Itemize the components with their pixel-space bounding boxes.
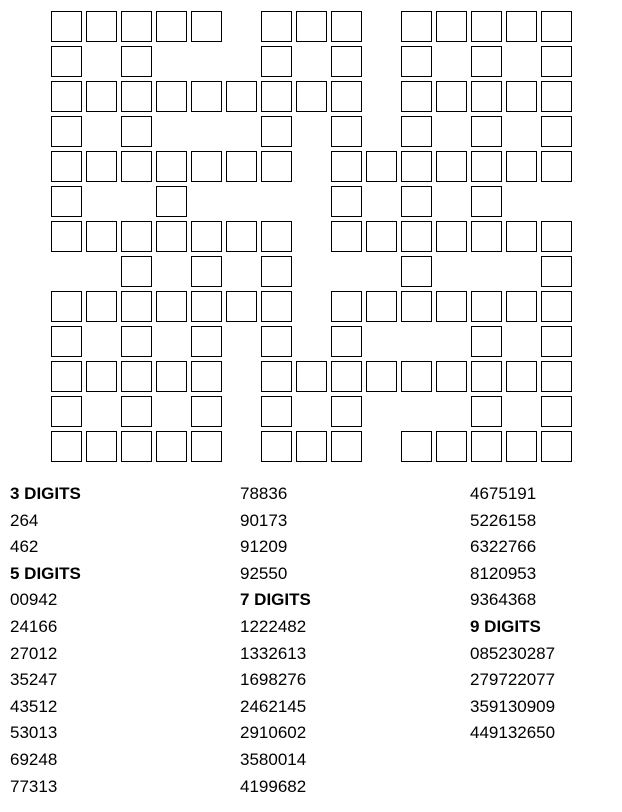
grid-cell[interactable] xyxy=(121,396,152,427)
grid-cell[interactable] xyxy=(86,81,117,112)
grid-cell[interactable] xyxy=(86,361,117,392)
grid-cell[interactable] xyxy=(156,361,187,392)
grid-cell[interactable] xyxy=(436,81,467,112)
grid-cell[interactable] xyxy=(226,151,257,182)
number-entry: 1222482 xyxy=(240,616,307,636)
number-entry: 24166 xyxy=(10,616,58,636)
grid-cell[interactable] xyxy=(86,11,117,42)
number-entry: 4199682 xyxy=(240,776,307,796)
grid-cell[interactable] xyxy=(261,81,292,112)
grid-cell[interactable] xyxy=(436,221,467,252)
number-entry: 359130909 xyxy=(470,696,556,716)
number-entry: 27012 xyxy=(10,643,58,663)
grid-cell[interactable] xyxy=(121,11,152,42)
grid-cell[interactable] xyxy=(506,11,537,42)
grid-cell[interactable] xyxy=(401,151,432,182)
grid-cell[interactable] xyxy=(261,326,292,357)
grid-cell[interactable] xyxy=(471,291,502,322)
grid-cell[interactable] xyxy=(191,11,222,42)
group-header: 5 DIGITS xyxy=(10,563,81,583)
grid-cell[interactable] xyxy=(191,326,222,357)
grid-cell[interactable] xyxy=(296,361,327,392)
grid-cell[interactable] xyxy=(331,116,362,147)
grid-cell[interactable] xyxy=(471,46,502,77)
grid-cell[interactable] xyxy=(471,361,502,392)
grid-cell[interactable] xyxy=(471,396,502,427)
number-entry: 77313 xyxy=(10,776,58,796)
grid-cell[interactable] xyxy=(121,81,152,112)
grid-cell[interactable] xyxy=(506,151,537,182)
number-entry: 78836 xyxy=(240,484,288,503)
grid-cell[interactable] xyxy=(51,46,82,77)
grid-cell[interactable] xyxy=(366,221,397,252)
grid-cell[interactable] xyxy=(401,116,432,147)
grid-cell[interactable] xyxy=(261,46,292,77)
grid-cell[interactable] xyxy=(86,221,117,252)
grid-cell[interactable] xyxy=(401,431,432,462)
grid-cell[interactable] xyxy=(121,151,152,182)
grid-cell[interactable] xyxy=(261,291,292,322)
group-header: 7 DIGITS xyxy=(240,590,311,610)
grid-cell[interactable] xyxy=(401,81,432,112)
group-header: 9 DIGITS xyxy=(470,616,541,636)
word-list-column-3 xyxy=(470,481,622,747)
grid-cell[interactable] xyxy=(471,431,502,462)
number-entry: 9364368 xyxy=(470,590,537,610)
grid-cell[interactable] xyxy=(296,11,327,42)
grid-cell[interactable] xyxy=(86,431,117,462)
grid-cell[interactable] xyxy=(86,151,117,182)
grid-cell[interactable] xyxy=(506,361,537,392)
grid-cell[interactable] xyxy=(471,116,502,147)
grid-cell[interactable] xyxy=(51,431,82,462)
grid-cell[interactable] xyxy=(401,11,432,42)
grid-cell[interactable] xyxy=(331,396,362,427)
number-entry: 4675191 xyxy=(470,484,537,503)
grid-cell[interactable] xyxy=(51,326,82,357)
grid-cell[interactable] xyxy=(436,151,467,182)
grid-cell[interactable] xyxy=(121,256,152,287)
group-header: 3 DIGITS xyxy=(10,484,81,503)
grid-cell[interactable] xyxy=(261,256,292,287)
grid-cell[interactable] xyxy=(121,116,152,147)
grid-cell[interactable] xyxy=(121,326,152,357)
grid-cell[interactable] xyxy=(436,11,467,42)
grid-cell[interactable] xyxy=(261,396,292,427)
grid-cell[interactable] xyxy=(261,116,292,147)
grid-cell[interactable] xyxy=(401,256,432,287)
grid-cell[interactable] xyxy=(86,291,117,322)
grid-cell[interactable] xyxy=(156,431,187,462)
grid-cell[interactable] xyxy=(541,11,572,42)
grid-cell[interactable] xyxy=(156,186,187,217)
grid-cell[interactable] xyxy=(471,326,502,357)
grid-cell[interactable] xyxy=(156,221,187,252)
number-entry: 5226158 xyxy=(470,510,537,530)
grid-cell[interactable] xyxy=(541,221,572,252)
grid-cell[interactable] xyxy=(401,291,432,322)
grid-cell[interactable] xyxy=(541,326,572,357)
number-entry: 462 xyxy=(10,537,39,557)
grid-cell[interactable] xyxy=(191,221,222,252)
grid-cell[interactable] xyxy=(541,46,572,77)
grid-cell[interactable] xyxy=(471,221,502,252)
grid-cell[interactable] xyxy=(191,431,222,462)
grid-cell[interactable] xyxy=(541,256,572,287)
grid-cell[interactable] xyxy=(121,46,152,77)
number-entry: 43512 xyxy=(10,696,58,716)
grid-cell[interactable] xyxy=(506,291,537,322)
grid-cell[interactable] xyxy=(191,291,222,322)
grid-cell[interactable] xyxy=(191,81,222,112)
grid-cell[interactable] xyxy=(366,151,397,182)
grid-cell[interactable] xyxy=(51,151,82,182)
number-entry: 90173 xyxy=(240,510,288,530)
grid-cell[interactable] xyxy=(296,431,327,462)
grid-cell[interactable] xyxy=(261,221,292,252)
number-entry: 449132650 xyxy=(470,723,556,743)
grid-cell[interactable] xyxy=(331,46,362,77)
grid-cell[interactable] xyxy=(51,396,82,427)
number-entry: 264 xyxy=(10,510,39,530)
grid-cell[interactable] xyxy=(121,361,152,392)
number-entry: 085230287 xyxy=(470,643,556,663)
grid-cell[interactable] xyxy=(436,291,467,322)
grid-cell[interactable] xyxy=(261,431,292,462)
grid-cell[interactable] xyxy=(191,361,222,392)
grid-cell[interactable] xyxy=(401,186,432,217)
grid-cell[interactable] xyxy=(541,396,572,427)
grid-cell[interactable] xyxy=(331,151,362,182)
grid-cell[interactable] xyxy=(51,361,82,392)
number-entry: 2462145 xyxy=(240,696,307,716)
word-list-column-2 xyxy=(240,481,440,800)
number-entry: 91209 xyxy=(240,537,288,557)
grid-cell[interactable] xyxy=(401,46,432,77)
number-entry: 35247 xyxy=(10,670,58,690)
grid-cell[interactable] xyxy=(331,291,362,322)
grid-cell[interactable] xyxy=(156,11,187,42)
number-entry: 00942 xyxy=(10,590,58,610)
grid-cell[interactable] xyxy=(366,361,397,392)
number-entry: 92550 xyxy=(240,563,288,583)
grid-cell[interactable] xyxy=(471,81,502,112)
grid-cell[interactable] xyxy=(331,361,362,392)
grid-cell[interactable] xyxy=(296,81,327,112)
grid-cell[interactable] xyxy=(51,81,82,112)
grid-cell[interactable] xyxy=(51,291,82,322)
grid-cell[interactable] xyxy=(541,81,572,112)
grid-cell[interactable] xyxy=(226,221,257,252)
number-entry: 53013 xyxy=(10,723,58,743)
grid-cell[interactable] xyxy=(331,221,362,252)
grid-cell[interactable] xyxy=(541,291,572,322)
number-entry: 3580014 xyxy=(240,749,307,769)
grid-cell[interactable] xyxy=(261,361,292,392)
grid-cell[interactable] xyxy=(226,291,257,322)
number-entry: 1698276 xyxy=(240,670,307,690)
word-list-column-1 xyxy=(10,481,210,800)
grid-cell[interactable] xyxy=(226,81,257,112)
grid-cell[interactable] xyxy=(401,361,432,392)
grid-cell[interactable] xyxy=(51,11,82,42)
grid-cell[interactable] xyxy=(331,431,362,462)
grid-cell[interactable] xyxy=(401,221,432,252)
grid-cell[interactable] xyxy=(541,116,572,147)
grid-cell[interactable] xyxy=(436,431,467,462)
grid-cell[interactable] xyxy=(506,221,537,252)
number-entry: 1332613 xyxy=(240,643,307,663)
grid-cell[interactable] xyxy=(261,151,292,182)
grid-cell[interactable] xyxy=(331,186,362,217)
grid-cell[interactable] xyxy=(541,151,572,182)
grid-cell[interactable] xyxy=(121,431,152,462)
grid-cell[interactable] xyxy=(156,151,187,182)
grid-cell[interactable] xyxy=(436,361,467,392)
grid-cell[interactable] xyxy=(121,221,152,252)
grid-cell[interactable] xyxy=(156,81,187,112)
grid-cell[interactable] xyxy=(191,256,222,287)
grid-cell[interactable] xyxy=(331,326,362,357)
number-entry: 69248 xyxy=(10,749,58,769)
grid-cell[interactable] xyxy=(261,11,292,42)
grid-cell[interactable] xyxy=(471,151,502,182)
grid-cell[interactable] xyxy=(541,431,572,462)
grid-cell[interactable] xyxy=(191,151,222,182)
grid-cell[interactable] xyxy=(51,186,82,217)
grid-cell[interactable] xyxy=(506,81,537,112)
grid-cell[interactable] xyxy=(506,431,537,462)
number-entry: 6322766 xyxy=(470,537,537,557)
grid-cell[interactable] xyxy=(156,291,187,322)
number-entry: 2910602 xyxy=(240,723,307,743)
grid-cell[interactable] xyxy=(51,116,82,147)
grid-cell[interactable] xyxy=(366,291,397,322)
grid-cell[interactable] xyxy=(331,11,362,42)
number-entry: 8120953 xyxy=(470,563,537,583)
number-entry: 279722077 xyxy=(470,670,556,690)
grid-cell[interactable] xyxy=(471,11,502,42)
grid-cell[interactable] xyxy=(191,396,222,427)
grid-cell[interactable] xyxy=(471,186,502,217)
grid-cell[interactable] xyxy=(51,221,82,252)
grid-cell[interactable] xyxy=(121,291,152,322)
grid-cell[interactable] xyxy=(331,81,362,112)
grid-cell[interactable] xyxy=(541,361,572,392)
